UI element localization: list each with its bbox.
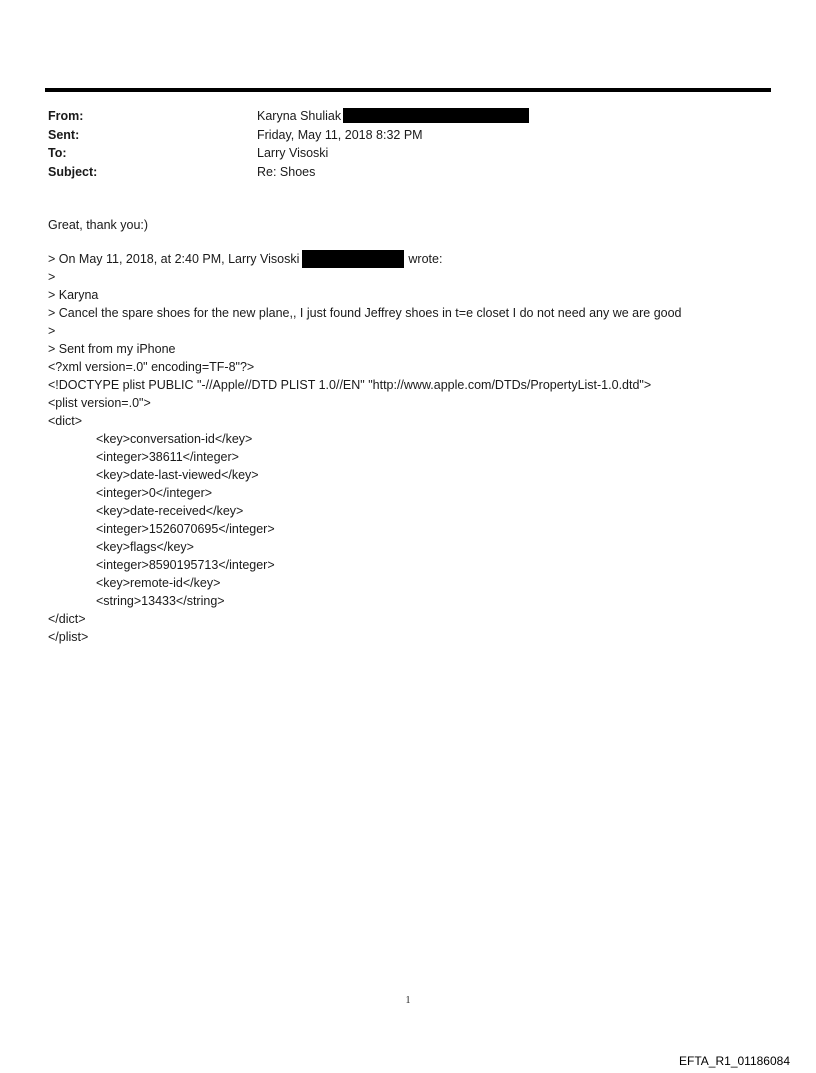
quote-intro — [48, 250, 788, 268]
to-row — [48, 144, 748, 163]
dict-close: </dict> — [48, 612, 86, 626]
to-value: Larry Visoski — [257, 146, 329, 160]
dict-line: <integer>38611</integer> — [96, 450, 239, 464]
email-header — [48, 107, 748, 181]
quote-line: > Karyna — [48, 288, 99, 302]
document-id: EFTA_R1_01186084 — [679, 1054, 790, 1068]
redaction-block — [343, 108, 529, 123]
sent-label: Sent: — [48, 127, 80, 142]
dict-line: <integer>8590195713</integer> — [96, 558, 275, 572]
dict-line: <integer>0</integer> — [96, 486, 213, 500]
dict-line: <key>date-last-viewed</key> — [96, 468, 259, 482]
greeting: Great, thank you:) — [48, 218, 149, 232]
sent-row — [48, 126, 748, 145]
page-number: 1 — [405, 995, 411, 1006]
quote-intro-text: > On May 11, 2018, at 2:40 PM, Larry Visoski — [48, 252, 300, 266]
dict-line: <key>remote-id</key> — [96, 576, 221, 590]
dict-open: <dict> — [48, 414, 83, 428]
sent-value: Friday, May 11, 2018 8:32 PM — [257, 127, 423, 142]
subject-value: Re: Shoes — [257, 164, 316, 179]
subject-row — [48, 163, 748, 182]
plist-close: </plist> — [48, 630, 89, 644]
quote-intro-wrote: wrote: — [408, 252, 443, 266]
xml-doctype: <!DOCTYPE plist PUBLIC "-//Apple//DTD PLIST 1.0//EN" "http://www.apple.com/DTDs/PropertyList-1.0.dtd"> — [48, 378, 652, 392]
quote-line: > Sent from my iPhone — [48, 342, 176, 356]
to-label: To: — [48, 146, 67, 160]
dict-line: <key>flags</key> — [96, 540, 194, 554]
from-row — [48, 107, 748, 126]
quote-line: > — [48, 324, 56, 338]
plist-open: <plist version=.0"> — [48, 396, 151, 410]
dict-line: <key>date-received</key> — [96, 504, 244, 518]
subject-label: Subject: — [48, 164, 98, 179]
dict-line: <string>13433</string> — [96, 594, 225, 608]
from-value — [257, 107, 748, 126]
dict-line: <integer>1526070695</integer> — [96, 522, 275, 536]
quote-line: > — [48, 270, 56, 284]
quote-line: > Cancel the spare shoes for the new plane,, I just found Jeffrey shoes in t=e closet I do not need any we are good — [48, 306, 682, 320]
from-name: Karyna Shuliak — [257, 109, 342, 123]
dict-line: <key>conversation-id</key> — [96, 432, 253, 446]
redaction-block — [302, 250, 404, 268]
from-label: From: — [48, 109, 84, 123]
xml-declaration: <?xml version=.0" encoding=TF-8"?> — [48, 360, 255, 374]
header-rule — [45, 88, 771, 92]
email-body — [48, 216, 788, 646]
